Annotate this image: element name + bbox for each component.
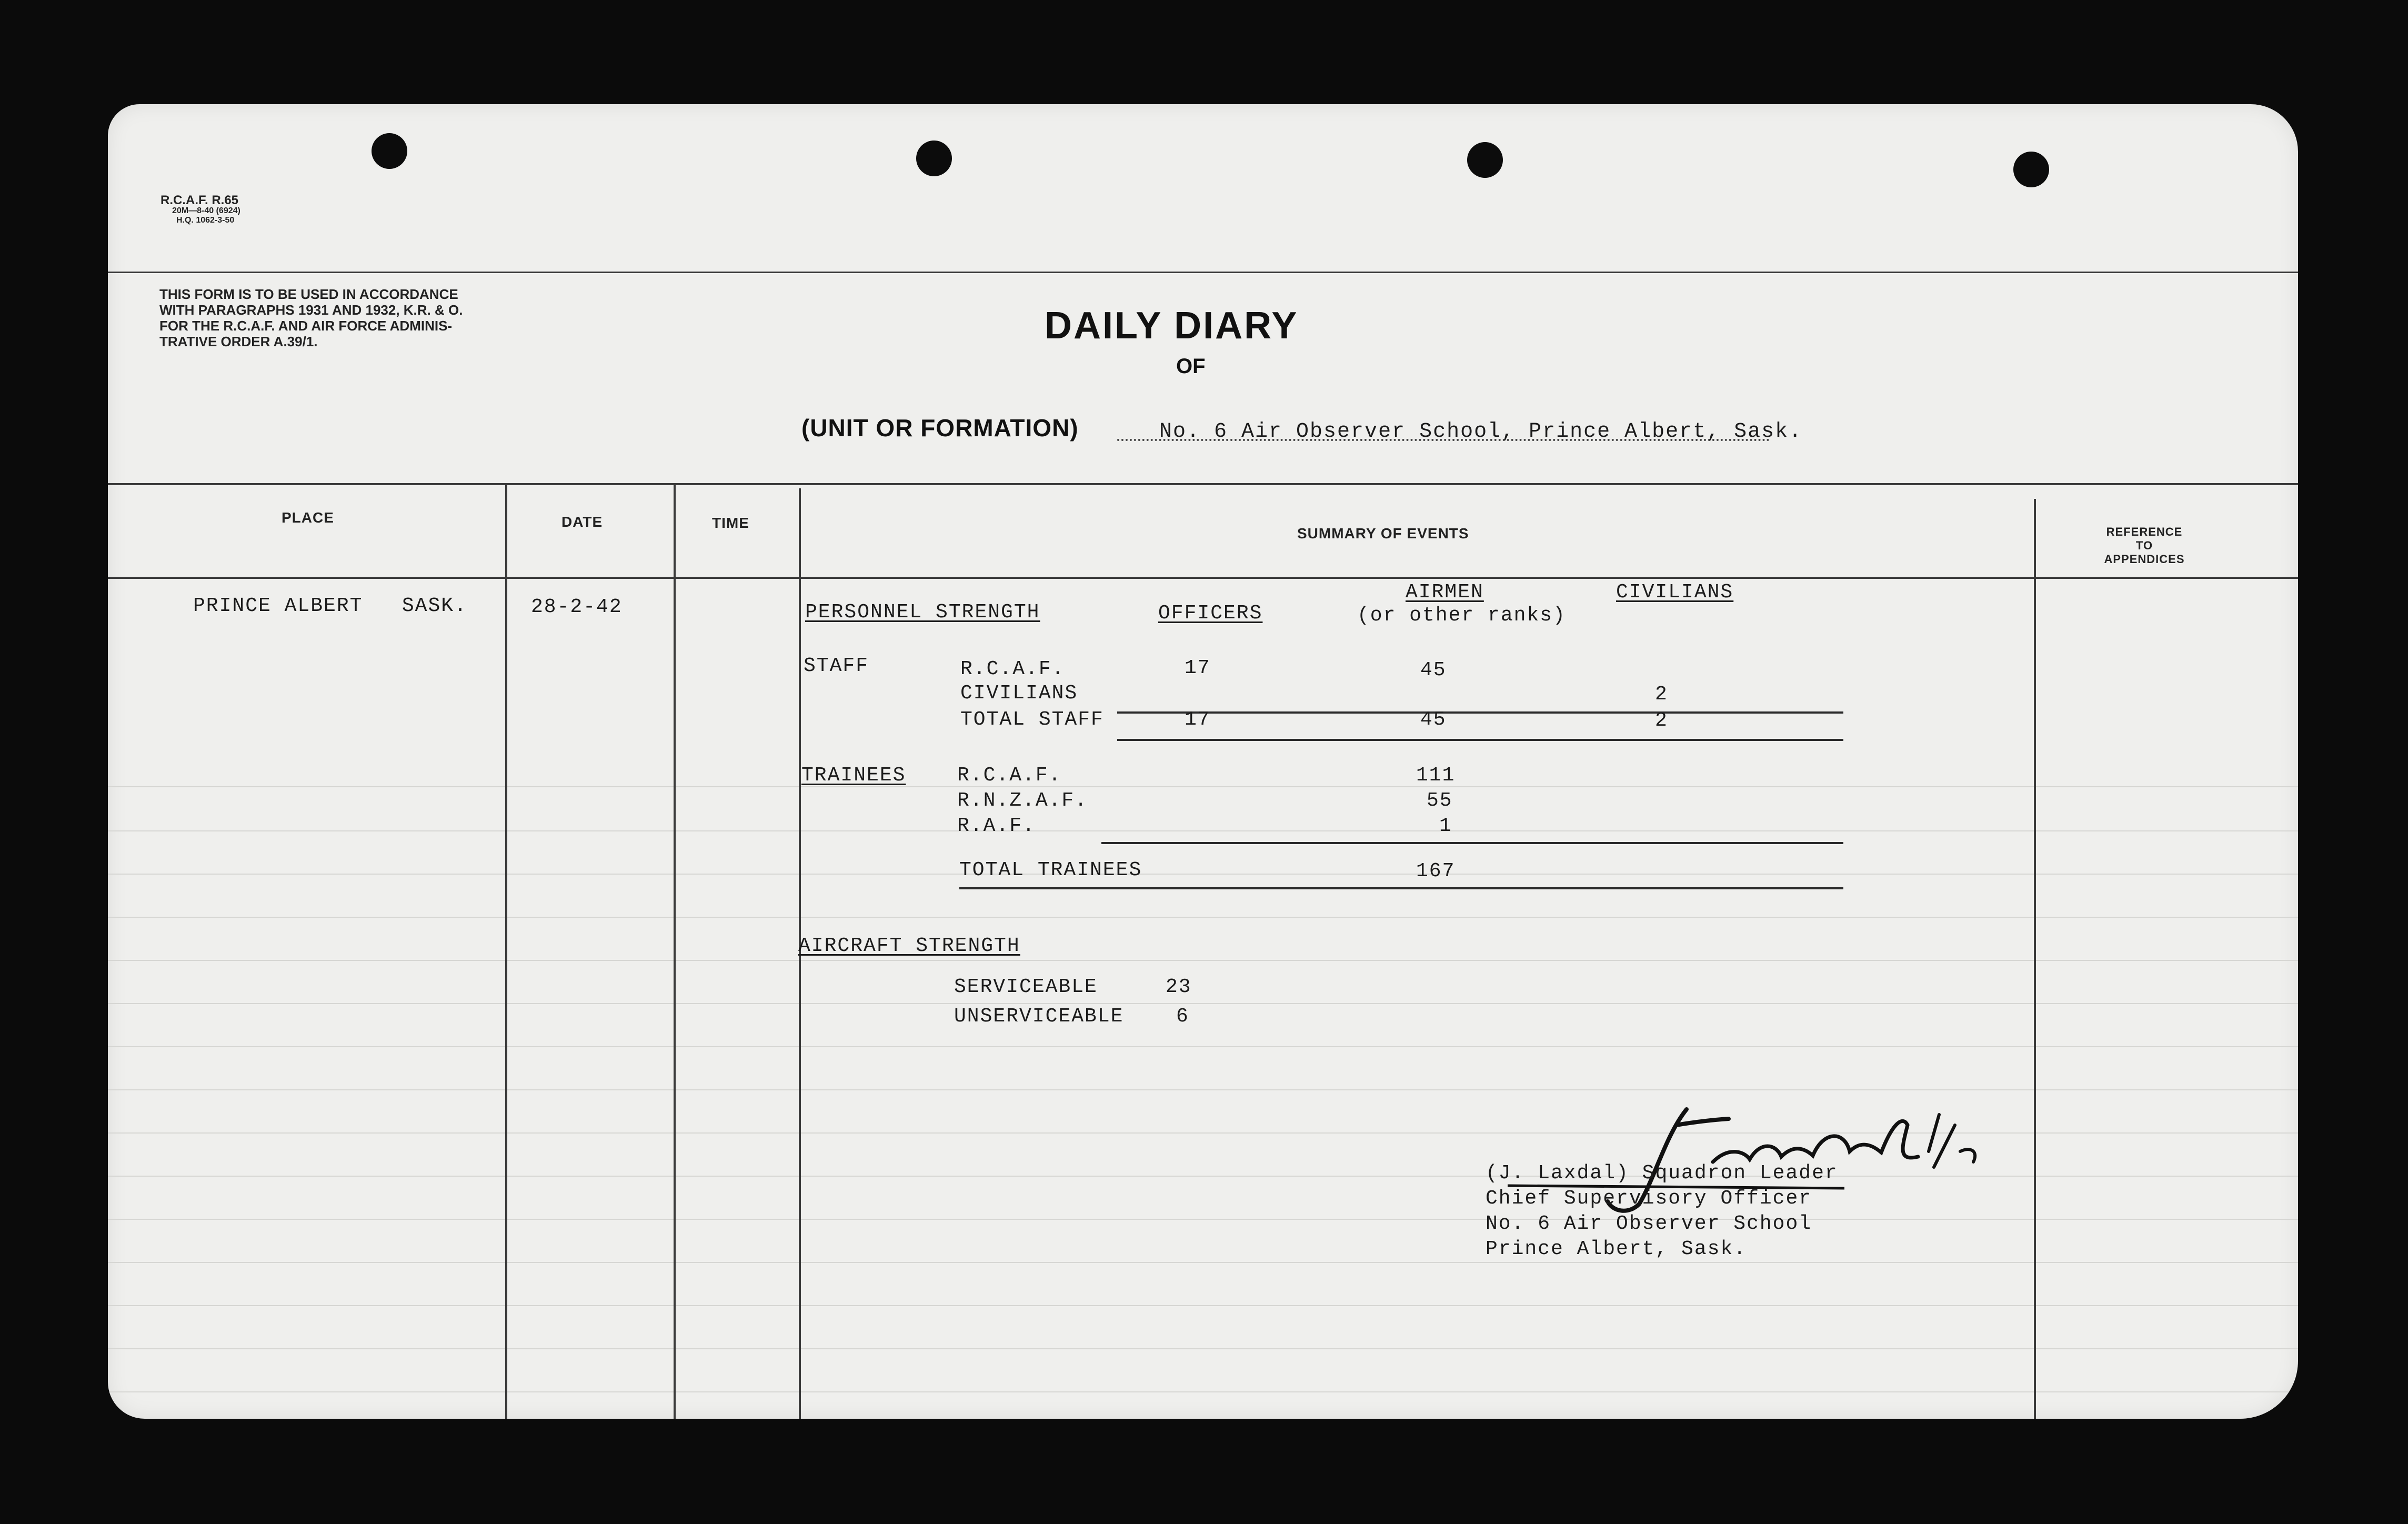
diary-form: R.C.A.F. R.65 20M—8-40 (6924) H.Q. 1062-3-50 THIS FORM IS TO BE USED IN ACCORDANCE WITH PARAGRAPHS 1931 AND 1932, K.R. & O. FOR THE R.C.A.F. AND AIR FORCE ADMINIS- TRATIVE ORDER A.39/1. DAILY DIARY OF (UNIT OR FORMATION) No. 6 Air Observer School, Prince Albert, Sask. PLACE DATE TIME SUMMARY OF EVENTS REFERENCE TO APPENDICES PRINCE ALBERT SASK. 28-2-42 PERSONNEL STRENGTH OFFICERS AIRMEN (or other ranks) CIVILIANS STAFF R.C.A.F. 17 45 CIVILIANS 2 TOTAL STAFF 17 45 2 TRAINEES R.C.A.F. 111 R.N.Z.A.F. 55 R.A.F. 1 TOTAL TRAINEES 167 AIRCRAFT STRENGTH SERVICEABLE 23 UNSERVICEABLE 6 (J. Laxdal) Squadron Leader Chief Supervisory Officer No. 6 Air Observer School Prince Albert, Sask. (108, 104, 2298, 1419)
table-top-rule (108, 483, 2298, 485)
total-trainees-label: TOTAL TRAINEES (959, 859, 1142, 881)
total-trainees-value: 167 (1416, 860, 1456, 883)
staff-subtotal-rule (1117, 711, 1843, 714)
col-officers: OFFICERS (1158, 602, 1263, 625)
col-civilians: CIVILIANS (1616, 581, 1734, 604)
entry-date: 28-2-42 (531, 596, 623, 618)
form-code: R.C.A.F. R.65 20M—8-40 (6924) H.Q. 1062-3-50 (160, 193, 240, 225)
col-header-date: DATE (561, 514, 603, 530)
staff-label: STAFF (804, 655, 869, 677)
col-divider-summary-ref (2034, 499, 2036, 1419)
entry-place: PRINCE ALBERT SASK. (193, 595, 467, 617)
page-title: DAILY DIARY (1045, 305, 1299, 347)
col-divider-place-date (505, 483, 507, 1419)
col-header-place: PLACE (282, 509, 334, 526)
punch-hole (372, 133, 407, 169)
signature-block: (J. Laxdal) Squadron Leader Chief Supervisory Officer No. 6 Air Observer School Prince Albert, Sask. (1486, 1162, 1838, 1260)
header-top-rule (108, 272, 2298, 273)
title-of: OF (1176, 355, 1206, 378)
trainees-total-rule (959, 887, 1843, 889)
col-airmen: AIRMEN (1406, 581, 1484, 604)
col-header-reference: REFERENCE TO APPENDICES (2104, 525, 2185, 566)
col-header-time: TIME (712, 515, 749, 531)
punch-hole (2013, 152, 2049, 187)
trainees-subtotal-rule (1101, 842, 1843, 844)
trainees-label: TRAINEES (801, 764, 906, 787)
col-airmen-sub: (or other ranks) (1357, 604, 1566, 627)
staff-total-rule (1117, 739, 1843, 741)
col-divider-date-time (674, 483, 676, 1419)
unit-value: No. 6 Air Observer School, Prince Albert, Sask. (1159, 420, 1803, 444)
table-header-rule (108, 577, 2298, 579)
col-header-summary: SUMMARY OF EVENTS (1297, 525, 1469, 542)
aircraft-heading: AIRCRAFT STRENGTH (798, 935, 1020, 957)
form-instructions: THIS FORM IS TO BE USED IN ACCORDANCE WITH PARAGRAPHS 1931 AND 1932, K.R. & O. FOR THE R.C.A.F. AND AIR FORCE ADMINIS- TRATIVE ORDER A.39/1. (159, 286, 463, 349)
unit-label: (UNIT OR FORMATION) (801, 414, 1079, 442)
personnel-heading: PERSONNEL STRENGTH (805, 601, 1040, 624)
punch-hole (916, 141, 952, 176)
punch-hole (1467, 142, 1503, 178)
